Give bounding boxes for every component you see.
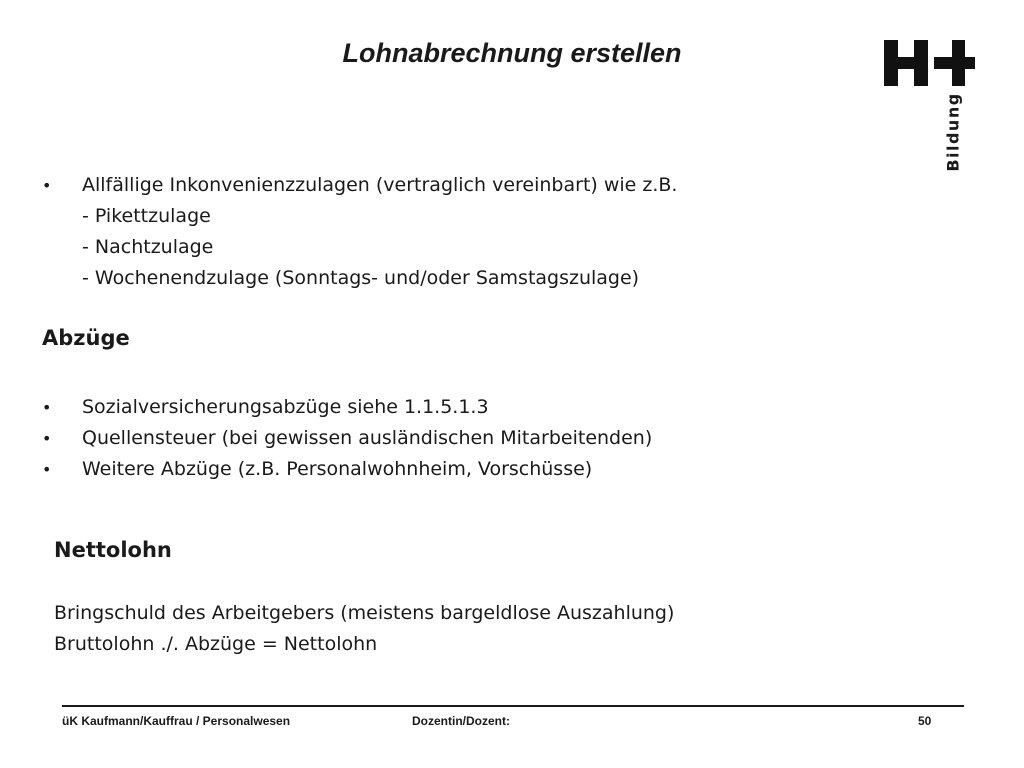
list-item [42,170,677,294]
sub-item: - Wochenendzulage (Sonntags- und/oder Samstagszulage) [82,267,640,289]
footer-instructor-label: Dozentin/Dozent: [412,714,510,728]
section1-bullet-list [42,170,677,294]
nettolohn-line: Bruttolohn ./. Abzüge = Nettolohn [54,633,378,655]
list-item: • Sozialversicherungsabzüge siehe 1.1.5.1.3 [42,392,652,423]
nettolohn-heading: Nettolohn [54,538,172,562]
sub-item: - Nachtzulage [82,236,214,258]
nettolohn-line: Bringschuld des Arbeitgebers (meistens bargeldlose Auszahlung) [54,602,675,624]
abzuege-bullet-list [42,392,652,485]
list-item: • Weitere Abzüge (z.B. Personalwohnheim, Vorschüsse) [42,454,652,485]
h-plus-bildung-logo [884,38,984,168]
abzuege-heading: Abzüge [42,326,130,350]
footer-page-number: 50 [918,714,932,728]
sub-item: - Pikettzulage [82,205,211,227]
h-plus-logo-icon [884,38,984,88]
bullet-text: Allfällige Inkonvenienzzulagen (vertraglich vereinbart) wie z.B. [82,174,678,196]
footer-course: üK Kaufmann/Kauffrau / Personalwesen [62,714,291,728]
page-title: Lohnabrechnung erstellen [342,38,682,68]
list-item: • Quellensteuer (bei gewissen ausländischen Mitarbeitenden) [42,423,652,454]
footer-divider [62,705,964,707]
logo-text: Bildung [943,92,963,172]
